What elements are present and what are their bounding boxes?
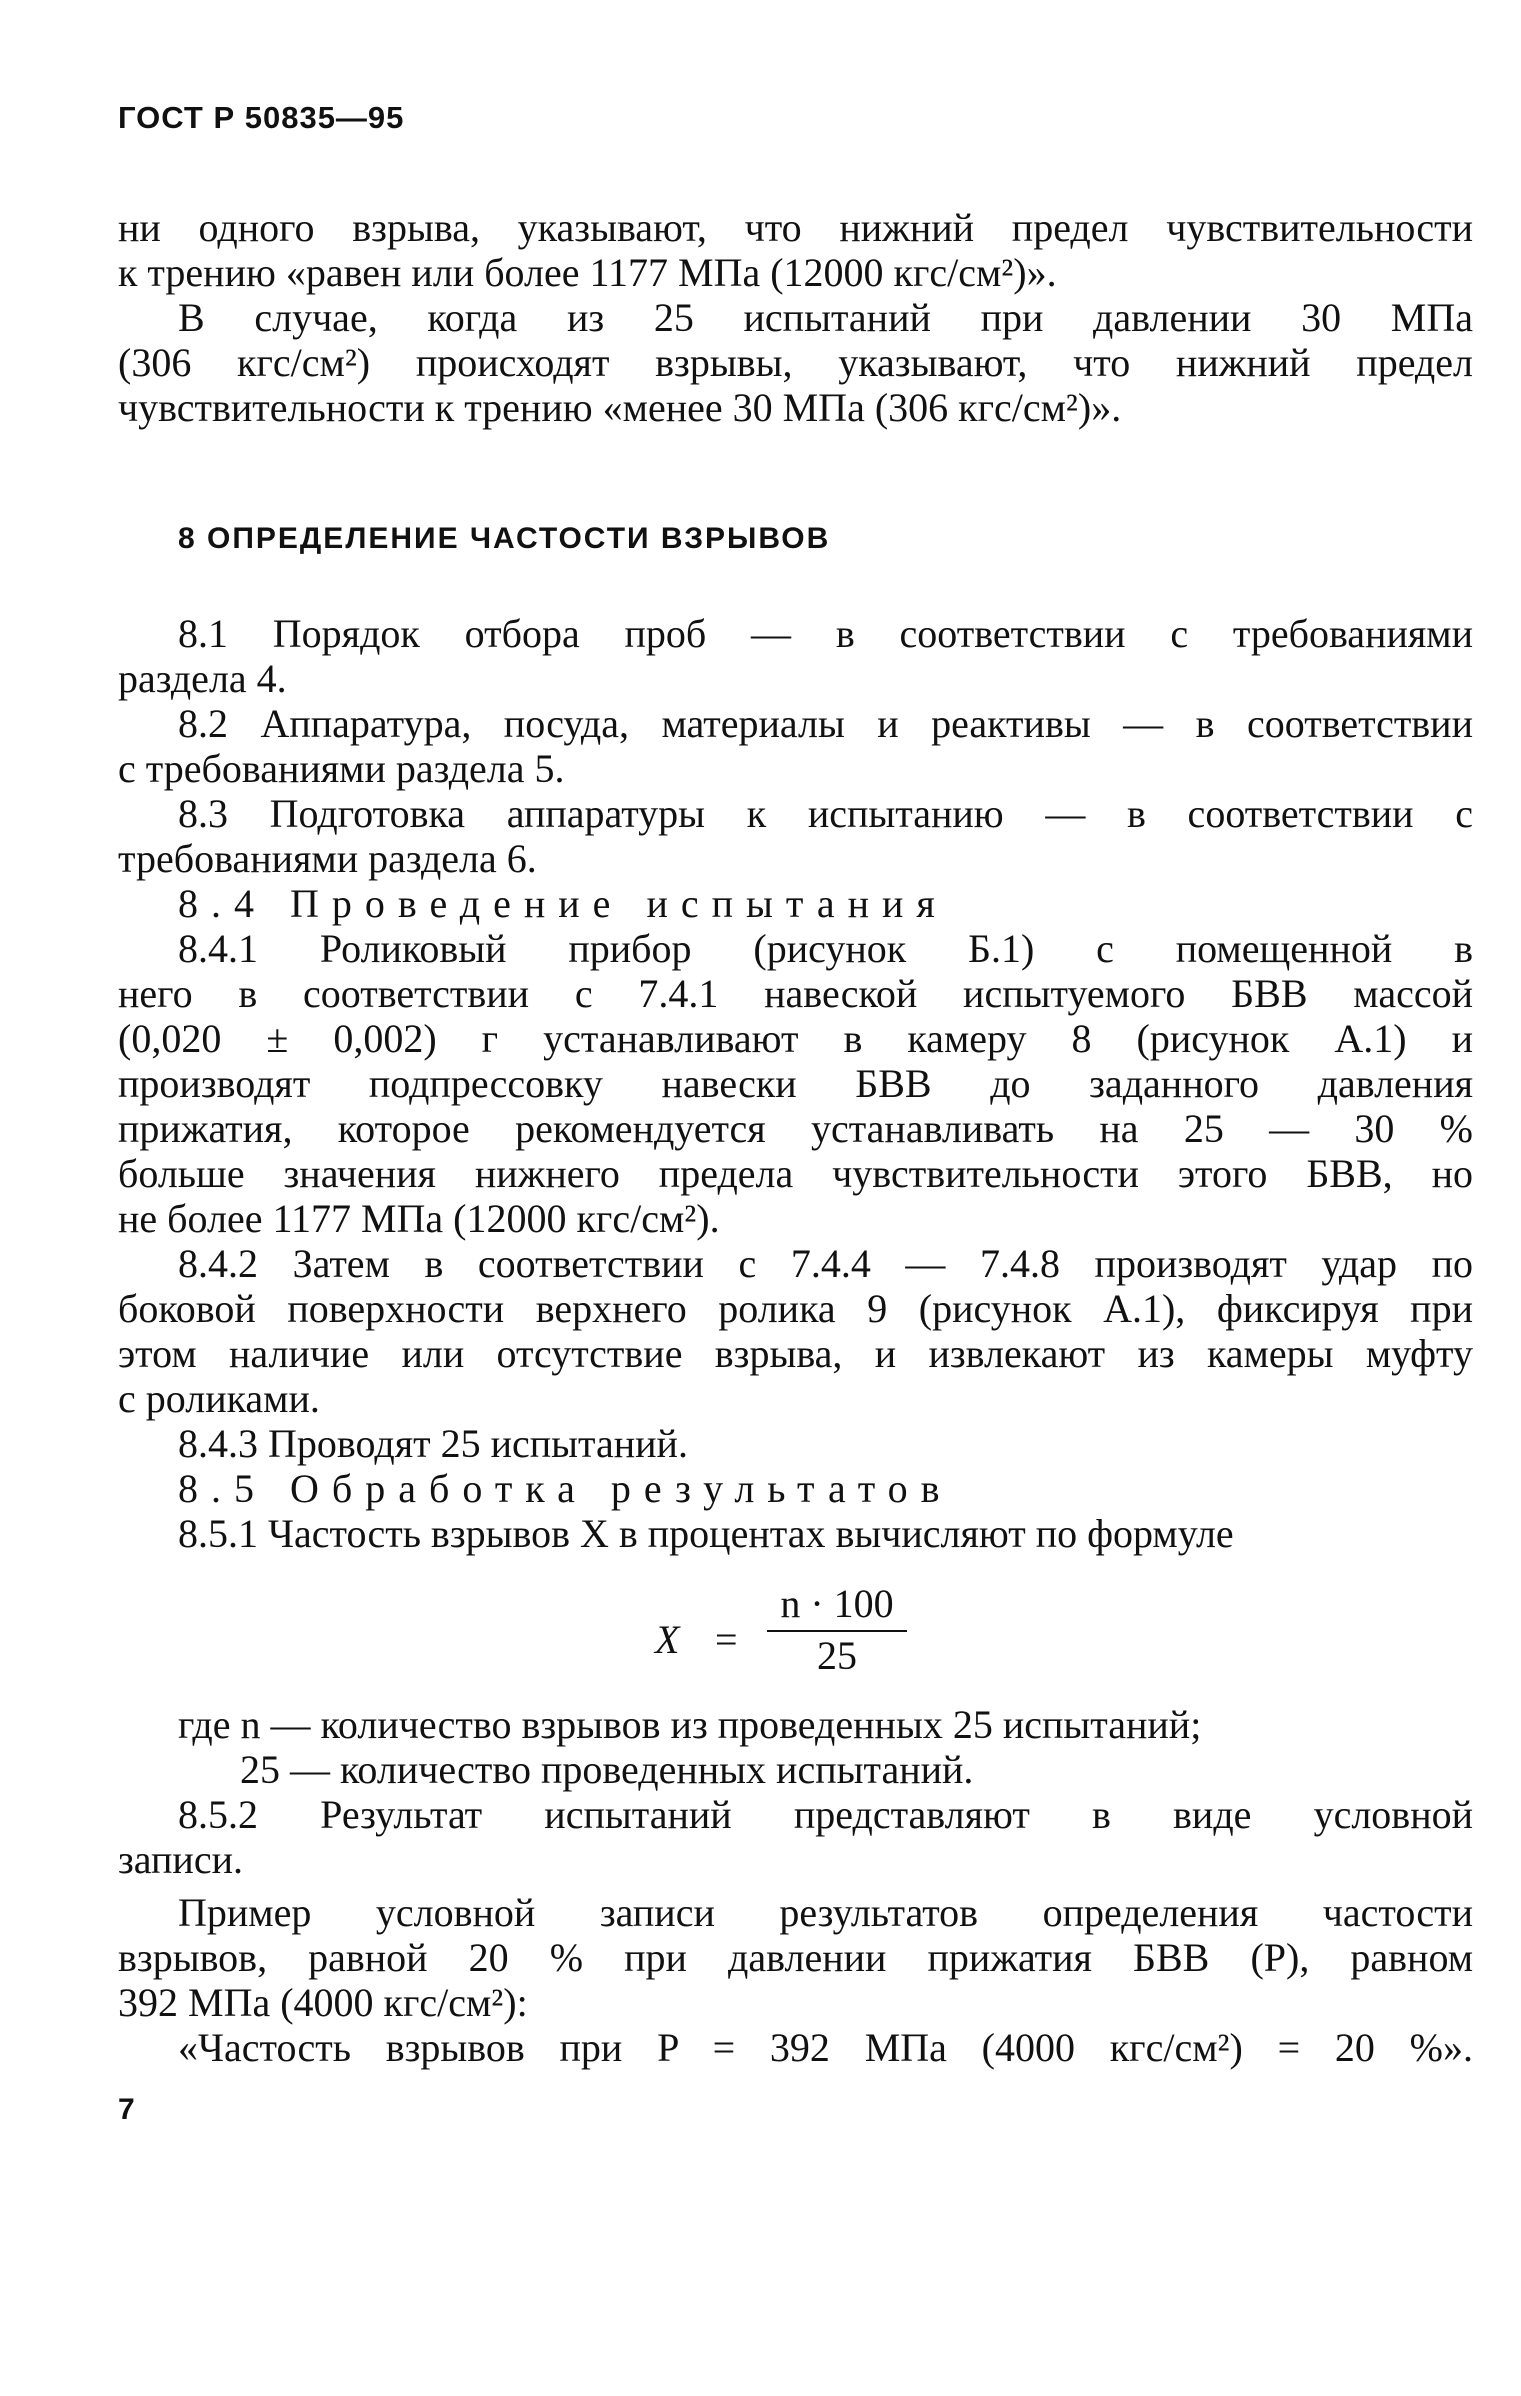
intro-text xyxy=(118,205,1473,430)
where-text xyxy=(118,1702,1473,1882)
text-line: В случае, когда из 25 испытаний при давлении 30 МПа xyxy=(178,295,1473,340)
text-line: (0,020 ± 0,002) г устанавливают в камеру 8 (рисунок А.1) и xyxy=(118,1016,1473,1061)
text-line: где n — количество взрывов из проведенных 25 испытаний; xyxy=(178,1702,1202,1747)
text-line: 8.4.1 Роликовый прибор (рисунок Б.1) с помещенной в xyxy=(178,926,1473,971)
text-line: чувствительности к трению «менее 30 МПа (306 кгс/см²)». xyxy=(118,385,1122,430)
section-body xyxy=(118,611,1473,1556)
text-line: 392 МПа (4000 кгс/см²): xyxy=(118,1980,528,2025)
subsection-heading: 8.5 Обработка результатов xyxy=(178,1466,953,1511)
section-title: 8 ОПРЕДЕЛЕНИЕ ЧАСТОСТИ ВЗРЫВОВ xyxy=(178,522,831,555)
text-line: не более 1177 МПа (12000 кгс/см²). xyxy=(118,1196,720,1241)
formula-equals: = xyxy=(715,1617,738,1662)
text-line: 8.5.1 Частость взрывов X в процентах вычисляют по формуле xyxy=(178,1511,1234,1556)
formula xyxy=(655,1580,915,1690)
text-line: этом наличие или отсутствие взрыва, и извлекают из камеры муфту xyxy=(118,1331,1473,1376)
text-line: Пример условной записи результатов определения частости xyxy=(178,1890,1473,1935)
text-line: записи. xyxy=(118,1837,243,1882)
text-line: с требованиями раздела 5. xyxy=(118,746,565,791)
text-line: к трению «равен или более 1177 МПа (12000 кгс/см²)». xyxy=(118,250,1057,295)
text-line: с роликами. xyxy=(118,1376,320,1421)
text-line: раздела 4. xyxy=(118,656,287,701)
page-number: 7 xyxy=(118,2093,135,2126)
text-line: 8.2 Аппаратура, посуда, материалы и реактивы — в соответствии xyxy=(178,701,1473,746)
formula-lhs: X xyxy=(655,1617,680,1662)
text-line: боковой поверхности верхнего ролика 9 (рисунок А.1), фиксируя при xyxy=(118,1286,1473,1331)
text-line: 8.5.2 Результат испытаний представляют в виде условной xyxy=(178,1792,1473,1837)
text-line: него в соответствии с 7.4.1 навеской испытуемого БВВ массой xyxy=(118,971,1473,1016)
formula-denominator: 25 xyxy=(817,1633,857,1678)
text-line: больше значения нижнего предела чувствительности этого БВВ, но xyxy=(118,1151,1473,1196)
text-line: 8.4.3 Проводят 25 испытаний. xyxy=(178,1421,688,1466)
text-line: 25 — количество проведенных испытаний. xyxy=(240,1747,974,1792)
text-line: производят подпрессовку навески БВВ до заданного давления xyxy=(118,1061,1473,1106)
text-line: прижатия, которое рекомендуется устанавливать на 25 — 30 % xyxy=(118,1106,1473,1151)
document-header: ГОСТ Р 50835—95 xyxy=(118,100,405,135)
text-line: «Частость взрывов при P = 392 МПа (4000 кгс/см²) = 20 %». xyxy=(178,2025,1473,2070)
text-line: взрывов, равной 20 % при давлении прижатия БВВ (P), равном xyxy=(118,1935,1473,1980)
text-line: (306 кгс/см²) происходят взрывы, указывают, что нижний предел xyxy=(118,340,1473,385)
text-line: ни одного взрыва, указывают, что нижний предел чувствительности xyxy=(118,205,1473,250)
subsection-heading: 8.4 Проведение испытания xyxy=(178,881,948,926)
text-line: 8.4.2 Затем в соответствии с 7.4.4 — 7.4.8 производят удар по xyxy=(178,1241,1473,1286)
formula-numerator: n · 100 xyxy=(780,1581,894,1626)
example-text xyxy=(118,1890,1473,2070)
text-line: требованиями раздела 6. xyxy=(118,836,537,881)
text-line: 8.3 Подготовка аппаратуры к испытанию — в соответствии с xyxy=(178,791,1473,836)
text-line: 8.1 Порядок отбора проб — в соответствии с требованиями xyxy=(178,611,1473,656)
